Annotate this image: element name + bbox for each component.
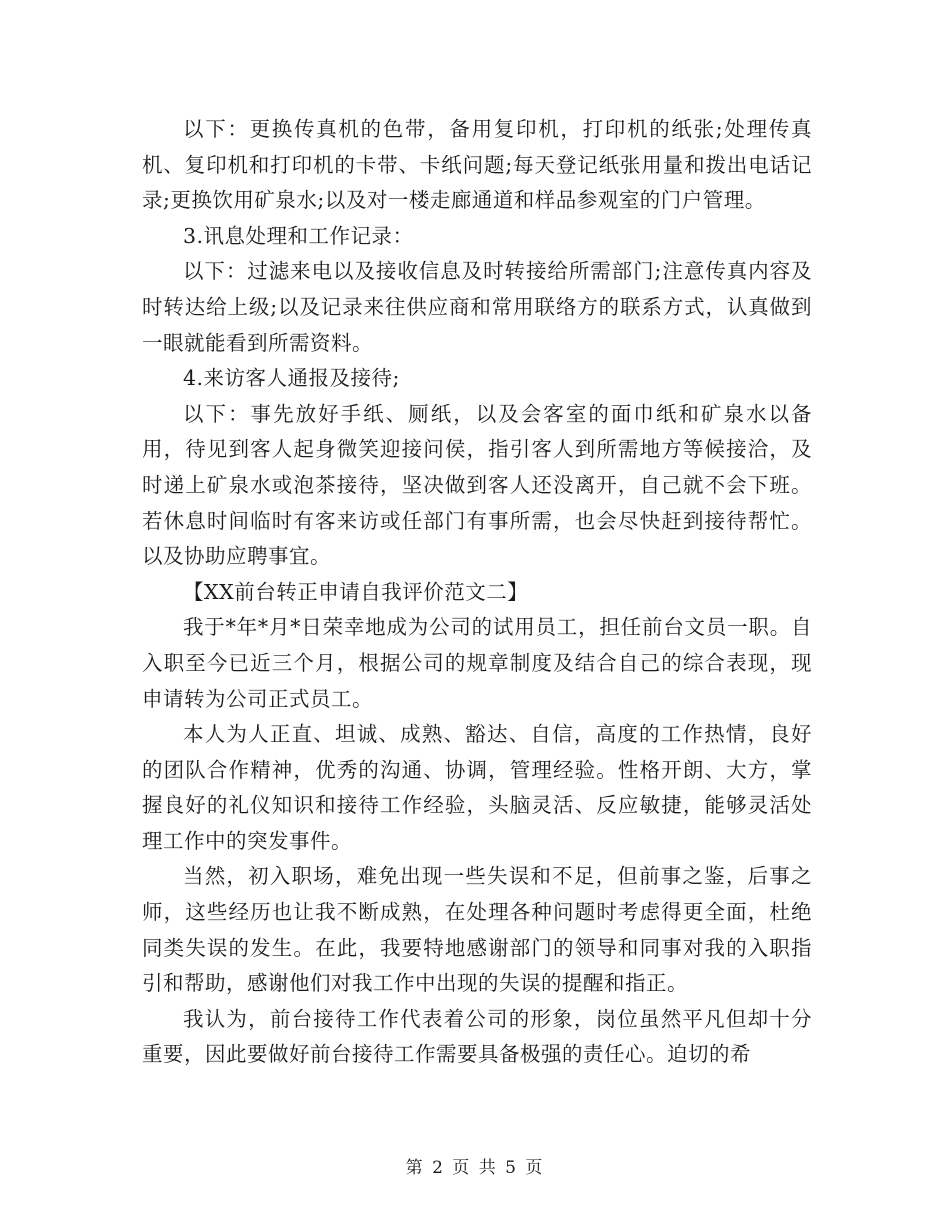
paragraph-office-equipment: 以下：更换传真机的色带，备用复印机，打印机的纸张;处理传真机、复印机和打印机的卡带、卡纸问题;每天登记纸张用量和拨出电话记录;更换饮用矿泉水;以及对一楼走廊通道和样品参观室的门户管理。 (142, 117, 812, 213)
paragraph-introduction: 我于*年*月*日荣幸地成为公司的试用员工，担任前台文员一职。自入职至今已近三个月，根据公司的规章制度及结合自己的综合表现，现申请转为公司正式员工。 (142, 615, 812, 711)
paragraph-acknowledgement: 当然，初入职场，难免出现一些失误和不足，但前事之鉴，后事之师，这些经历也让我不断成熟，在处理各种问题时考虑得更全面，杜绝同类失误的发生。在此，我要特地感谢部门的领导和同事对我的入职指引和帮助，感谢他们对我工作中出现的失误的提醒和指正。 (142, 864, 812, 996)
paragraph-personal-qualities: 本人为人正直、坦诚、成熟、豁达、自信，高度的工作热情，良好的团队合作精神，优秀的沟通、协调，管理经验。性格开朗、大方，掌握良好的礼仪知识和接待工作经验，头脑灵活、反应敏捷，能够灵活处理工作中的突发事件。 (142, 722, 812, 853)
paragraph-visitor-reception: 以下：事先放好手纸、厕纸，以及会客室的面巾纸和矿泉水以备用，待见到客人起身微笑迎接问侯，指引客人到所需地方等候接洽，及时递上矿泉水或泡茶接待，坚决做到客人还没离开，自己就不会下班。若休息时间临时有客来访或任部门有事所需，也会尽快赶到接待帮忙。以及协助应聘事宜。 (142, 401, 812, 569)
section-heading-message-handling: 3.讯息处理和工作记录： (183, 223, 414, 248)
document-body (142, 112, 812, 1073)
page-number-footer: 第 2 页 共 5 页 (405, 1158, 545, 1178)
article-title-sample-two: 【XX前台转正申请自我评价范文二】 (183, 579, 529, 604)
paragraph-message-handling: 以下：过滤来电以及接收信息及时转接给所需部门;注意传真内容及时转达给上级;以及记录来往供应商和常用联络方的联系方式，认真做到一眼就能看到所需资料。 (142, 259, 812, 355)
section-heading-visitor-reception: 4.来访客人通报及接待; (183, 366, 400, 391)
paragraph-reception-importance: 我认为，前台接待工作代表着公司的形象，岗位虽然平凡但却十分重要，因此要做好前台接待工作需要具备极强的责任心。迫切的希 (142, 1006, 812, 1067)
